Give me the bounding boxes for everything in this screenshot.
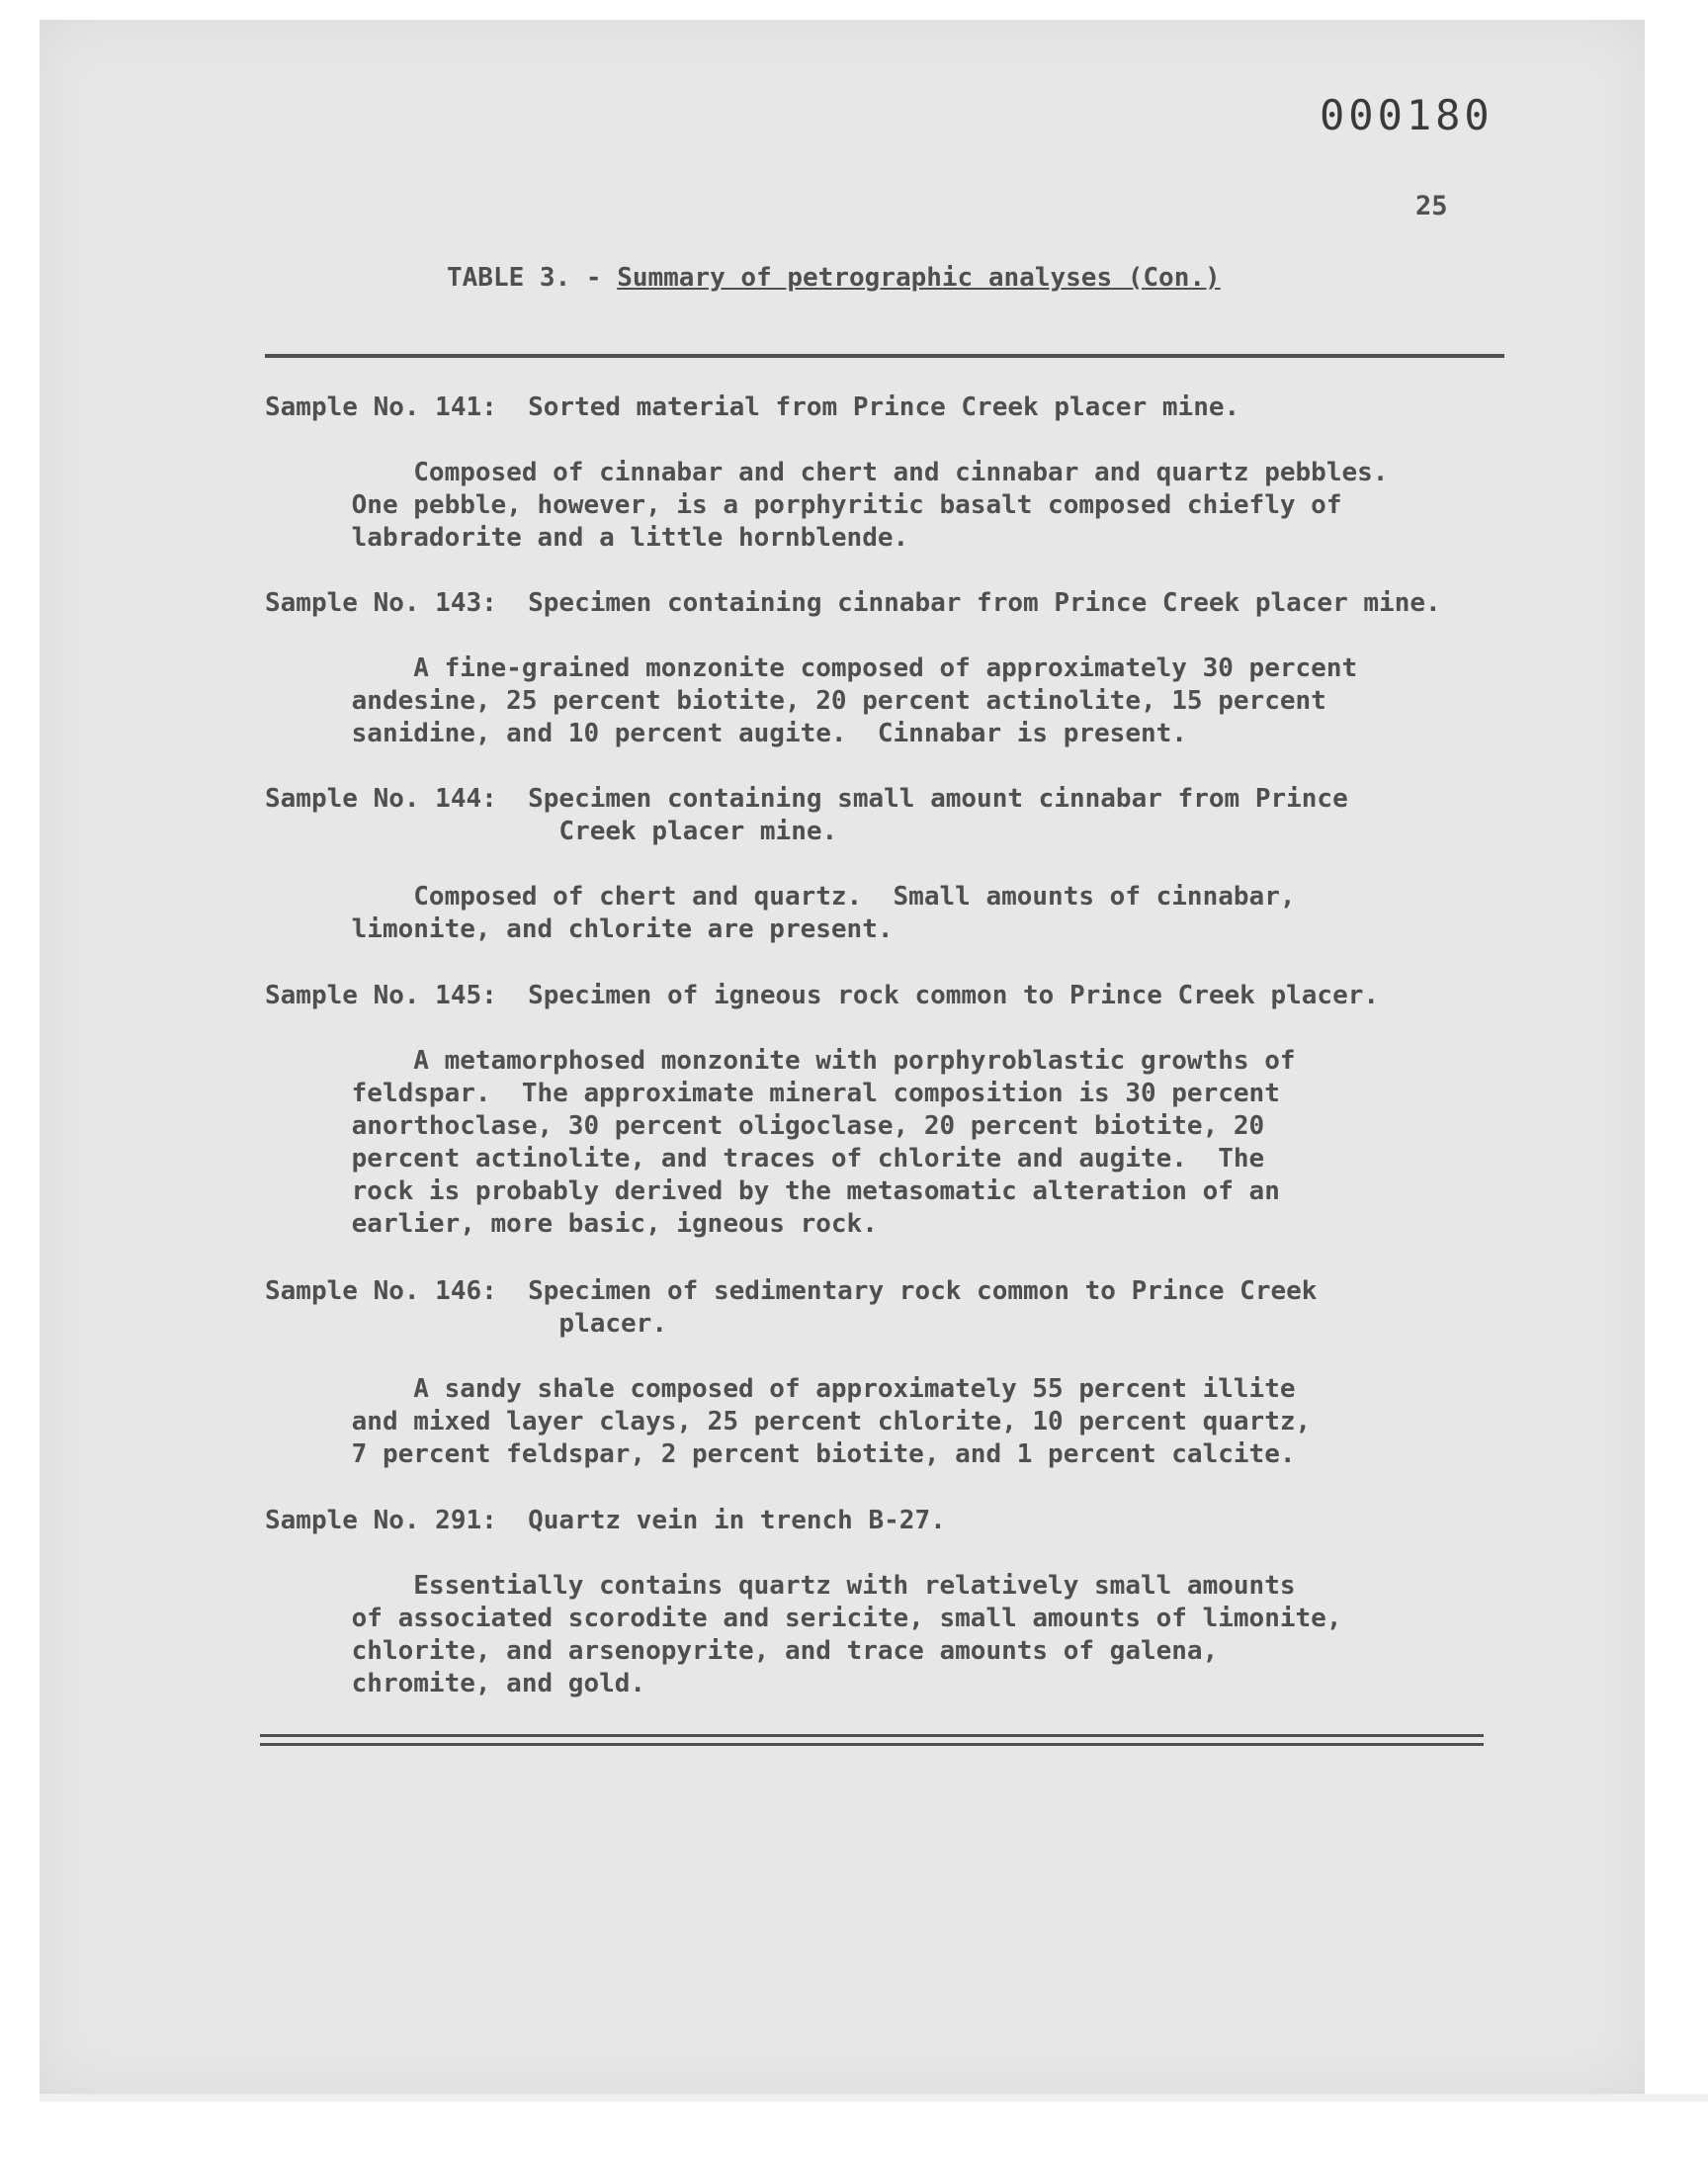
page-edge — [40, 2094, 1708, 2102]
document-number: 000180 — [1320, 91, 1494, 139]
sample-143-description: A fine-grained monzonite composed of approximately 30 percent andesine, 25 percent biotite, 20 percent actinolite, 15 percent sanidine, and 10 percent augite. Cinnabar is present. — [351, 653, 1358, 748]
sample-146-description: A sandy shale composed of approximately 55 percent illite and mixed layer clays, 25 percent chlorite, 10 percent quartz, 7 percent feldspar, 2 percent biotite, and 1 percent calcite. — [351, 1374, 1312, 1469]
table-subtitle: Summary of petrographic analyses (Con.) — [617, 263, 1221, 293]
top-rule — [265, 354, 1504, 358]
sample-291-heading: Sample No. 291: Quartz vein in trench B-27. — [265, 1506, 946, 1535]
table-title — [447, 262, 1221, 295]
sample-141-description: Composed of cinnabar and chert and cinnabar and quartz pebbles. One pebble, however, is a porphyritic basalt composed chiefly of labradorite and a little hornblende. — [351, 458, 1389, 553]
sample-141-heading: Sample No. 141: Sorted material from Prince Creek placer mine. — [265, 392, 1240, 422]
sample-145-description: A metamorphosed monzonite with porphyroblastic growths of feldspar. The approximate mineral composition is 30 percent anorthoclase, 30 percent oligoclase, 20 percent biotite, 20 percent actinolite, and traces of chlorite and augite. The rock is probably derived by the metasomatic alteration of an earlier, more basic, igneous rock. — [351, 1046, 1296, 1239]
page-number: 25 — [1415, 191, 1448, 221]
sample-144-description: Composed of chert and quartz. Small amounts of cinnabar, limonite, and chlorite are present. — [351, 882, 1296, 944]
sample-145-heading: Sample No. 145: Specimen of igneous rock common to Prince Creek placer. — [265, 981, 1380, 1010]
sample-143-heading: Sample No. 143: Specimen containing cinnabar from Prince Creek placer mine. — [265, 588, 1441, 618]
bottom-rule-lower — [260, 1743, 1484, 1746]
table-label: TABLE 3. - — [447, 263, 618, 293]
bottom-rule-upper — [260, 1734, 1484, 1737]
sample-291-description: Essentially contains quartz with relatively small amounts of associated scorodite and sericite, small amounts of limonite, chlorite, and arsenopyrite, and trace amounts of galena, chromite, and gold. — [351, 1571, 1342, 1698]
sample-146-heading: Sample No. 146: Specimen of sedimentary rock common to Prince Creek placer. — [265, 1276, 1318, 1339]
sample-144-heading: Sample No. 144: Specimen containing small amount cinnabar from Prince Creek placer mine. — [265, 784, 1348, 846]
